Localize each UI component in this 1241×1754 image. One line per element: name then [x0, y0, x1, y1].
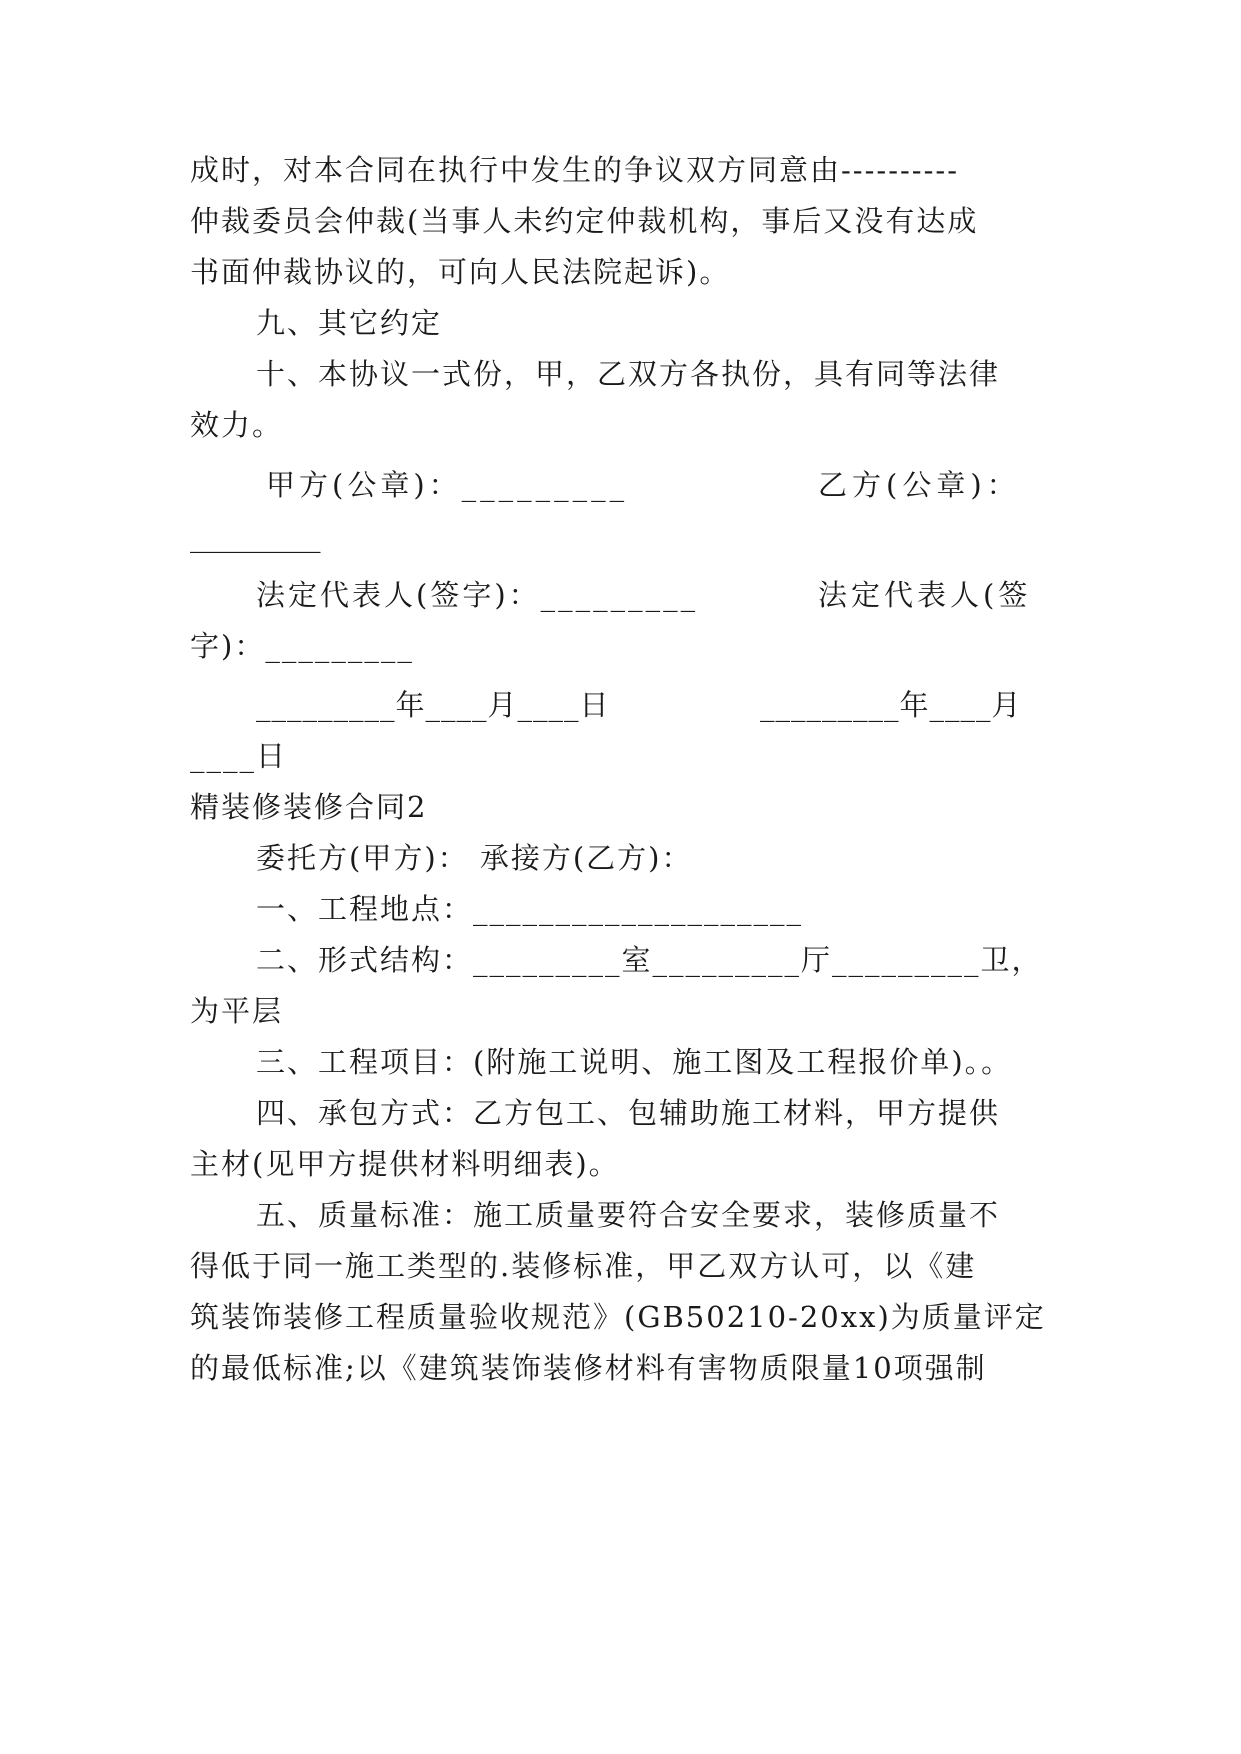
item-contract-method: 四、承包方式：乙方包工、包辅助施工材料，甲方提供: [256, 1096, 1001, 1130]
text-line: 主材(见甲方提供材料明细表)。: [190, 1147, 620, 1181]
text-line: 效力。: [190, 408, 284, 442]
item-project-location: 一、工程地点：____________________: [256, 892, 804, 926]
text-line: 筑装饰装修工程质量验收规范》(GB50210-20xx)为质量评定: [190, 1300, 1046, 1334]
text-line: 仲裁委员会仲裁(当事人未约定仲裁机构，事后又没有达成: [190, 204, 979, 238]
document-title: 精装修装修合同2: [190, 790, 428, 824]
text-line: 得低于同一施工类型的.装修标准，甲乙双方认可，以《建: [190, 1249, 977, 1283]
item-project-items: 三、工程项目：(附施工说明、施工图及工程报价单)。。: [256, 1045, 1013, 1079]
item-structure: 二、形式结构：_________室_________厅_________卫，: [256, 943, 1043, 977]
party-b-seal-blank: _________: [190, 519, 321, 553]
date-left: _________年____月____日: [256, 688, 610, 722]
section-heading: 九、其它约定: [256, 306, 443, 340]
text-line: 十、本协议一式份，甲，乙双方各执份，具有同等法律: [256, 357, 1001, 391]
party-b-rep-blank: 字)：_________: [190, 629, 414, 663]
date-right: _________年____月: [760, 688, 1022, 722]
date-right-cont: ____日: [190, 739, 288, 773]
party-a-rep-label: 法定代表人(签字)：_________: [256, 578, 699, 612]
party-b-seal-label: 乙方(公章)：: [818, 468, 1021, 502]
parties-line: 委托方(甲方)： 承接方(乙方)：: [256, 841, 693, 875]
text-line: 为平层: [190, 994, 284, 1028]
text-line: 书面仲裁协议的，可向人民法院起诉)。: [190, 255, 731, 289]
text-line: 成时，对本合同在执行中发生的争议双方同意由----------: [190, 153, 959, 187]
party-a-seal-label: 甲方(公章)：_________: [266, 468, 629, 502]
text-line: 的最低标准;以《建筑装饰装修材料有害物质限量10项强制: [190, 1351, 987, 1385]
item-quality-standard: 五、质量标准：施工质量要符合安全要求，装修质量不: [256, 1198, 1001, 1232]
party-b-rep-label: 法定代表人(签: [818, 578, 1032, 612]
